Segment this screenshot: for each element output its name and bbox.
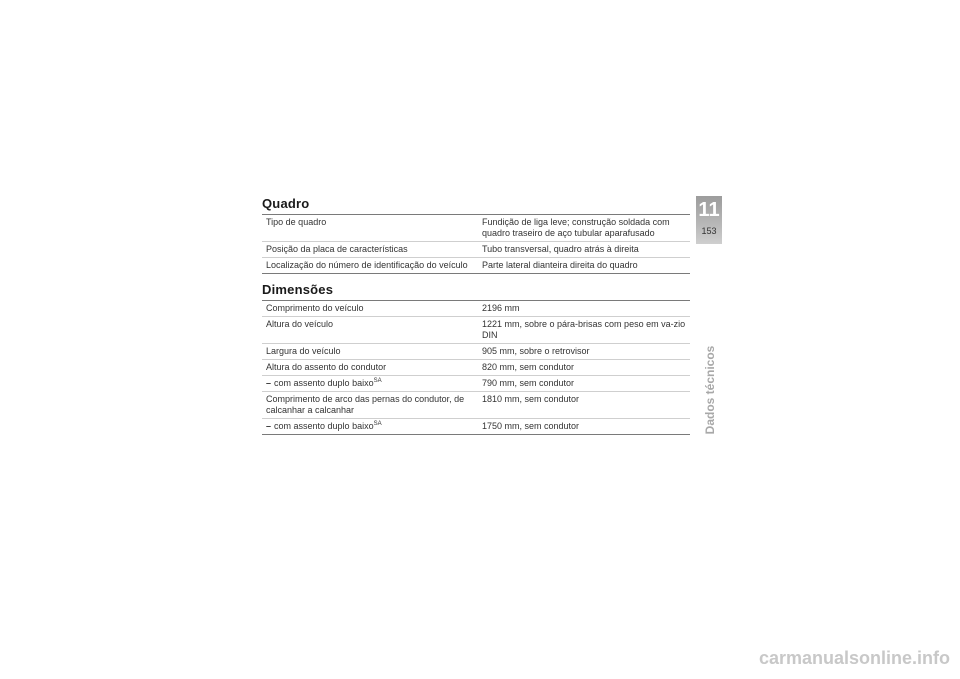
row-value: 2196 mm — [482, 303, 520, 313]
row-value: 790 mm, sem condutor — [482, 378, 575, 388]
section-title-dimensoes: Dimensões — [262, 282, 334, 297]
quadro-table — [262, 214, 690, 274]
option-marker: SA — [373, 421, 382, 427]
row-value: 1750 mm, sem condutor — [482, 421, 580, 431]
row-label-sub — [262, 419, 476, 435]
table-row — [262, 360, 690, 376]
table-row — [262, 376, 690, 392]
spec-content — [262, 196, 690, 435]
chapter-number: 11 — [698, 199, 720, 221]
row-value: Parte lateral dianteira direita do quadro — [482, 260, 638, 270]
row-label-sub — [262, 376, 476, 392]
table-row — [262, 258, 690, 274]
row-label: Altura do veículo — [266, 319, 334, 329]
row-value: Tubo transversal, quadro atrás à direita — [482, 244, 639, 254]
row-label-text: com assento duplo baixo — [274, 421, 374, 431]
section-title-quadro: Quadro — [262, 196, 310, 211]
dash-icon: – — [266, 421, 272, 431]
row-value: 1810 mm, sem condutor — [482, 394, 580, 404]
row-value: 1221 mm, sobre o pára-brisas com peso em va-zio DIN — [482, 319, 686, 340]
row-label: Localização do número de identificação do veículo — [266, 260, 468, 270]
row-value: 820 mm, sem condutor — [482, 362, 575, 372]
watermark: carmanualsonline.info — [758, 648, 950, 668]
table-row — [262, 215, 690, 242]
row-label: Comprimento do veículo — [266, 303, 364, 313]
table-row — [262, 317, 690, 344]
row-label: Largura do veículo — [266, 346, 341, 356]
dash-icon: – — [266, 378, 272, 388]
table-row — [262, 301, 690, 317]
table-row — [262, 242, 690, 258]
row-label: Tipo de quadro — [266, 217, 327, 227]
row-label: Comprimento de arco das pernas do condutor, de calcanhar a calcanhar — [266, 394, 465, 415]
row-value: Fundição de liga leve; construção soldada com quadro traseiro de aço tubular aparafusado — [482, 217, 670, 238]
row-label: Posição da placa de características — [266, 244, 408, 254]
table-row — [262, 419, 690, 435]
dimensoes-table — [262, 300, 690, 435]
row-label: Altura do assento do condutor — [266, 362, 387, 372]
chapter-tab — [696, 196, 722, 244]
page-number: 153 — [701, 226, 717, 236]
row-label-text: com assento duplo baixo — [274, 378, 374, 388]
option-marker: SA — [373, 378, 382, 384]
chapter-name: Dados técnicos — [703, 345, 717, 435]
row-value: 905 mm, sobre o retrovisor — [482, 346, 590, 356]
table-row — [262, 344, 690, 360]
table-row — [262, 392, 690, 419]
chapter-side-label — [700, 340, 720, 440]
